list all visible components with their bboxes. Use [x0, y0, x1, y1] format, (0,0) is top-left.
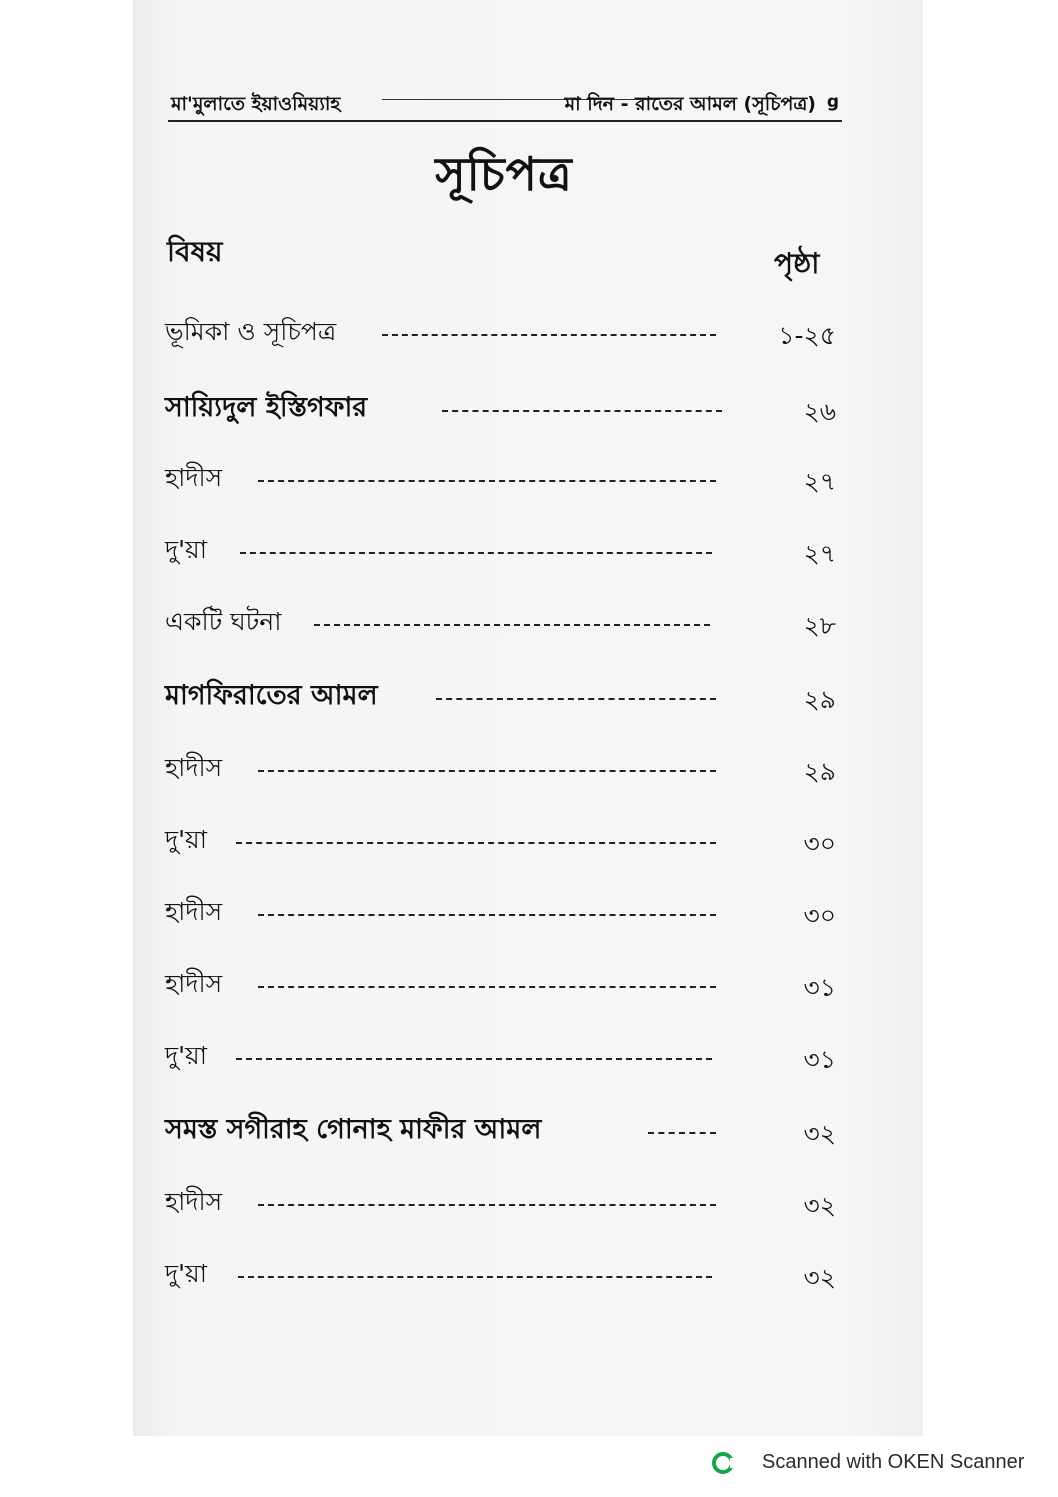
toc-entry-label: হাদীস [165, 753, 223, 782]
toc-entry-page: ২৬ [803, 397, 836, 426]
toc-entry-label: একটি ঘটনা [165, 607, 282, 636]
toc-entry-label: সমস্ত সগীরাহ গোনাহ মাফীর আমল [165, 1114, 542, 1145]
toc-entry [0, 1036, 1058, 1076]
toc-entry-label: দু'য়া [165, 825, 207, 854]
toc-entry-label: দু'য়া [165, 535, 207, 564]
toc-entry-label: হাদীস [165, 897, 223, 926]
toc-entry [0, 458, 1058, 498]
toc-entry-label: দু'য়া [165, 1041, 207, 1070]
toc-entry-label: হাদীস [165, 969, 223, 998]
column-heading-page: পৃষ্ঠা [774, 247, 820, 280]
scanner-watermark [710, 1444, 1050, 1484]
header-page-number: g [826, 92, 839, 112]
leader-dashes [258, 914, 716, 916]
toc-entry-page: ৩২ [803, 1263, 836, 1292]
leader-dashes [240, 552, 712, 554]
toc-entry [0, 388, 1058, 428]
leader-dashes [382, 334, 716, 336]
leader-dashes [236, 1058, 712, 1060]
leader-dashes [258, 1204, 716, 1206]
toc-entry [0, 748, 1058, 788]
toc-entry-page: ৩১ [803, 973, 836, 1002]
toc-entry-page: ২৭ [803, 467, 836, 496]
toc-entry-label: হাদীস [165, 1187, 223, 1216]
toc-entry-label: সায়্যিদুল ইস্তিগফার [165, 392, 368, 423]
header-section-title: মা দিন - রাতের আমল (সূচিপত্র) [564, 93, 816, 115]
toc-entry-label: হাদীস [165, 463, 223, 492]
toc-entry [0, 1110, 1058, 1150]
leader-dashes [238, 1276, 712, 1278]
toc-entry-page: ২৯ [803, 685, 836, 714]
toc-entry [0, 820, 1058, 860]
leader-dashes [648, 1132, 716, 1134]
leader-dashes [314, 624, 710, 626]
toc-entry-page: ২৮ [803, 611, 836, 640]
oken-scanner-logo-icon [712, 1452, 734, 1474]
toc-entry [0, 964, 1058, 1004]
toc-entry-page: ২৯ [803, 757, 836, 786]
toc-entry-page: ৩২ [803, 1119, 836, 1148]
toc-entry [0, 530, 1058, 570]
leader-dashes [436, 698, 716, 700]
toc-entry [0, 1254, 1058, 1294]
leader-dashes [258, 480, 716, 482]
page-title: সূচিপত্র [435, 147, 573, 201]
toc-entry [0, 602, 1058, 642]
toc-entry [0, 892, 1058, 932]
toc-entry-page: ১-২৫ [778, 321, 836, 350]
toc-entry-label: দু'য়া [165, 1259, 207, 1288]
leader-dashes [258, 986, 716, 988]
leader-dashes [258, 770, 716, 772]
header-book-title: মা'মুলাতে ইয়াওমিয়্যাহ [171, 93, 341, 115]
toc-entry [0, 1182, 1058, 1222]
toc-entry-label: ভূমিকা ও সূচিপত্র [165, 317, 337, 346]
leader-dashes [236, 842, 716, 844]
toc-entry-page: ৩০ [803, 901, 836, 930]
toc-entry [0, 312, 1058, 352]
toc-entry-label: মাগফিরাতের আমল [165, 680, 378, 711]
running-header [168, 84, 842, 122]
watermark-text: Scanned with OKEN Scanner [762, 1451, 1025, 1473]
toc-entry-page: ৩১ [803, 1045, 836, 1074]
toc-entry [0, 676, 1058, 716]
toc-entry-page: ৩০ [803, 829, 836, 858]
toc-entry-page: ২৭ [803, 539, 836, 568]
leader-dashes [442, 410, 722, 412]
toc-entry-page: ৩২ [803, 1191, 836, 1220]
column-heading-topic: বিষয় [167, 235, 223, 268]
